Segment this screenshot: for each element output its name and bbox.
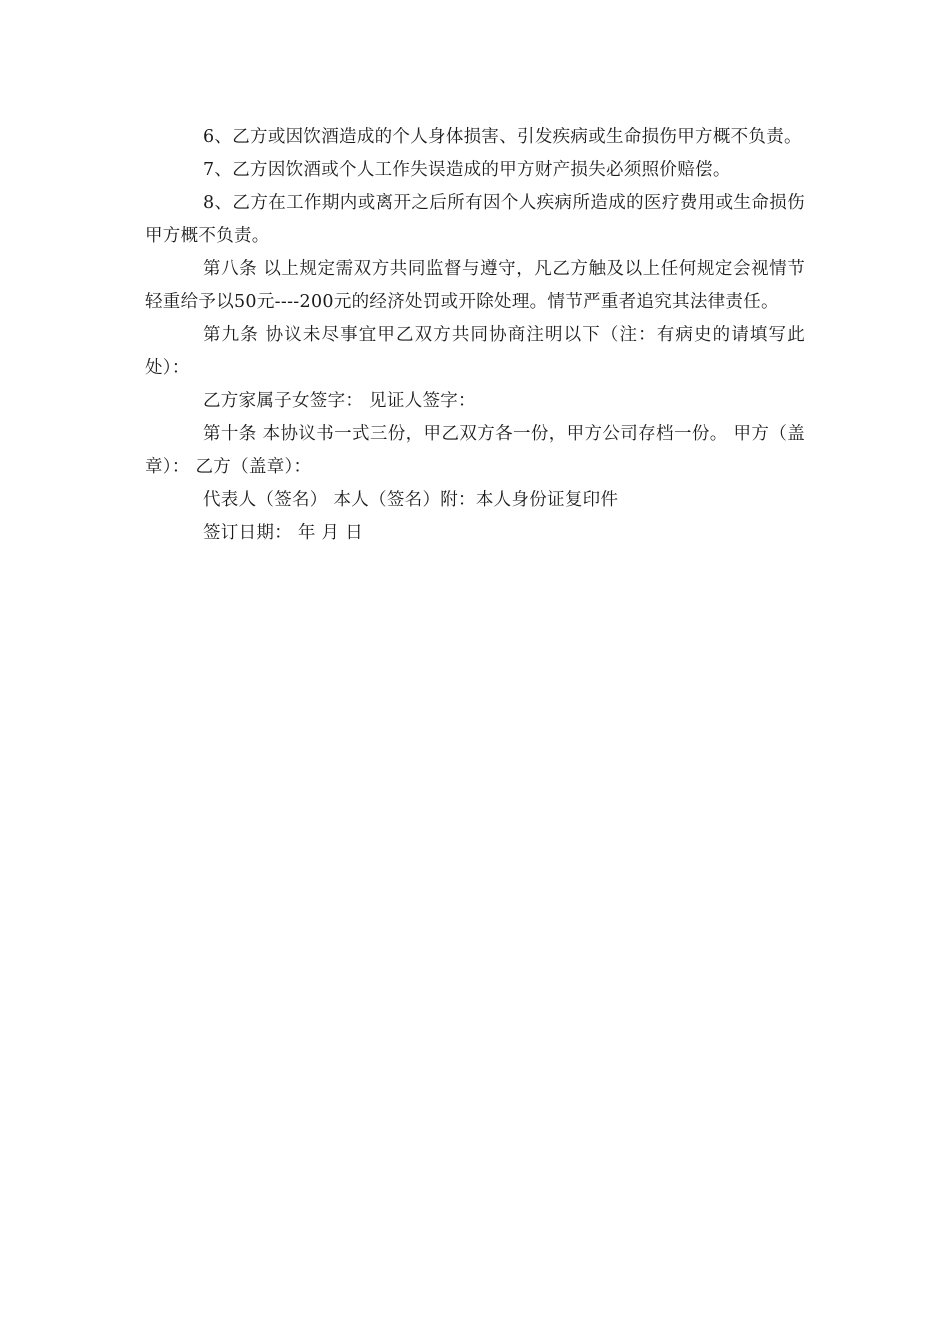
document-body [145, 121, 805, 550]
article-9-paragraph: 第九条 协议未尽事宜甲乙双方共同协商注明以下（注：有病史的请填写此处）： [145, 325, 805, 378]
representative-signature-line: 代表人（签名） 本人（签名）附：本人身份证复印件 [203, 490, 619, 510]
clause-7-paragraph: 7、乙方因饮酒或个人工作失误造成的甲方财产损失必须照价赔偿。 [203, 160, 731, 180]
article-10-paragraph: 第十条 本协议书一式三份，甲乙双方各一份，甲方公司存档一份。 甲方（盖章）： 乙方（盖章）： [145, 424, 805, 477]
signing-date-line: 签订日期： 年 月 日 [203, 523, 363, 543]
clause-8-paragraph: 8、乙方在工作期内或离开之后所有因个人疾病所造成的医疗费用或生命损伤甲方概不负责。 [145, 193, 805, 246]
article-8-paragraph: 第八条 以上规定需双方共同监督与遵守，凡乙方触及以上任何规定会视情节轻重给予以50元----200元的经济处罚或开除处理。情节严重者追究其法律责任。 [145, 259, 805, 312]
clause-6-paragraph: 6、乙方或因饮酒造成的个人身体损害、引发疾病或生命损伤甲方概不负责。 [203, 127, 802, 147]
family-witness-signature-line: 乙方家属子女签字： 见证人签字： [203, 391, 476, 411]
